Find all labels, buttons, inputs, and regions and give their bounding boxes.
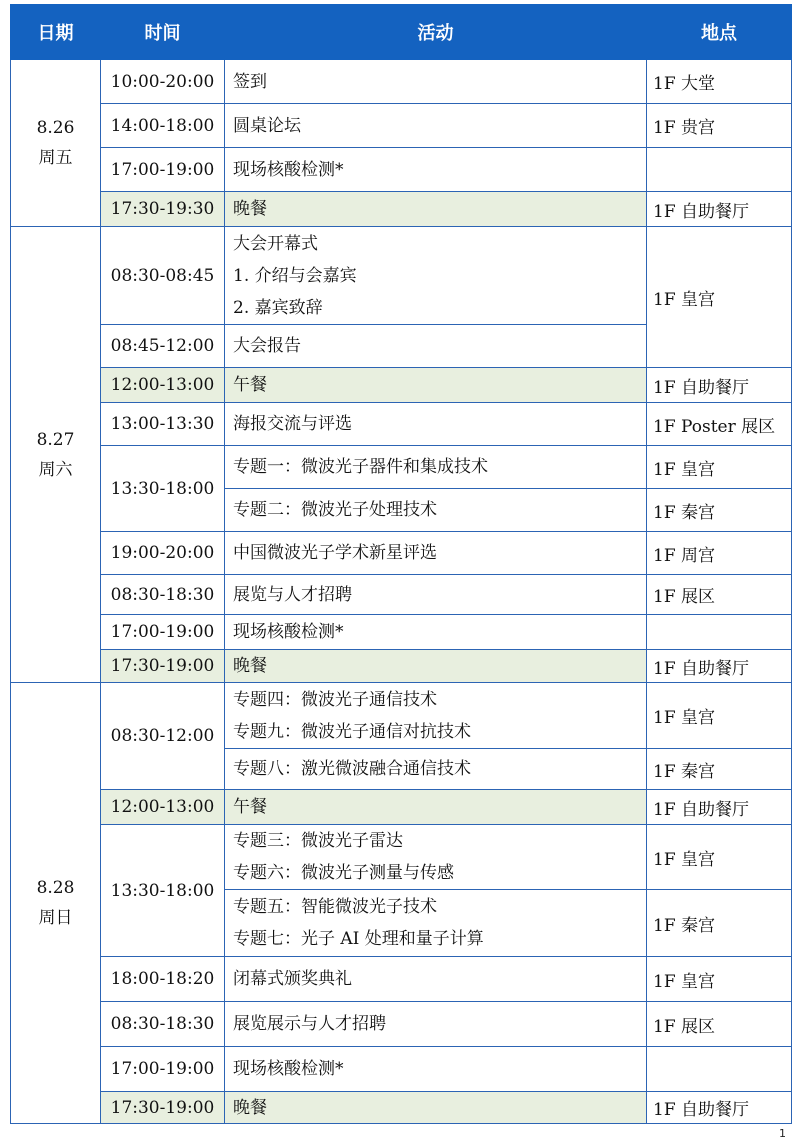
location-cell: 1F 自助餐厅	[647, 650, 792, 683]
location-cell: 1F 自助餐厅	[647, 192, 792, 227]
activity-line: 晚餐	[233, 199, 267, 219]
weekday-label: 周六	[38, 459, 73, 480]
table-row	[11, 227, 792, 325]
location-cell: 1F 皇宫	[647, 446, 792, 489]
activity-line: 展览与人才招聘	[233, 584, 352, 605]
location-cell: 1F 皇宫	[647, 957, 792, 1002]
time-cell: 17:30-19:30	[101, 192, 225, 227]
activity-cell	[225, 192, 647, 227]
table-row-meal	[11, 192, 792, 227]
table-row-meal	[11, 790, 792, 825]
activity-cell	[225, 227, 647, 325]
time-cell: 17:00-19:00	[101, 148, 225, 192]
date-label: 8.28	[36, 878, 75, 898]
time-cell: 08:30-12:00	[101, 683, 225, 790]
activity-line: 专题七：光子 AI 处理和量子计算	[233, 929, 484, 949]
activity-line: 海报交流与评选	[233, 414, 352, 434]
page-number: 1	[779, 1127, 786, 1140]
header-time: 时间	[101, 5, 225, 60]
location-cell: 1F 自助餐厅	[647, 1092, 792, 1124]
location-cell: 1F 展区	[647, 1002, 792, 1047]
activity-cell	[225, 650, 647, 683]
activity-cell	[225, 615, 647, 650]
location-cell	[647, 148, 792, 192]
header-date: 日期	[11, 5, 101, 60]
location-cell: 1F 秦宫	[647, 489, 792, 532]
activity-line: 午餐	[233, 375, 267, 395]
activity-cell	[225, 60, 647, 104]
time-cell: 13:30-18:00	[101, 825, 225, 957]
time-cell: 17:00-19:00	[101, 1047, 225, 1092]
activity-cell	[225, 1092, 647, 1124]
date-label: 8.27	[36, 429, 75, 450]
activity-cell	[225, 749, 647, 790]
weekday-label: 周五	[38, 148, 73, 168]
location-cell: 1F 皇宫	[647, 683, 792, 749]
table-row	[11, 60, 792, 104]
activity-cell	[225, 890, 647, 957]
activity-cell	[225, 489, 647, 532]
activity-cell	[225, 368, 647, 403]
date-cell	[11, 227, 101, 683]
time-cell: 12:00-13:00	[101, 790, 225, 825]
activity-line: 专题八：激光微波融合通信技术	[233, 759, 471, 779]
activity-cell	[225, 575, 647, 615]
activity-cell	[225, 1002, 647, 1047]
activity-line: 专题一：微波光子器件和集成技术	[233, 457, 488, 477]
activity-cell	[225, 683, 647, 749]
header-location: 地点	[647, 5, 792, 60]
activity-cell	[225, 446, 647, 489]
table-row	[11, 615, 792, 650]
location-cell	[647, 615, 792, 650]
location-cell	[647, 1047, 792, 1092]
time-cell: 17:30-19:00	[101, 650, 225, 683]
location-cell: 1F 皇宫	[647, 825, 792, 890]
location-cell: 1F 展区	[647, 575, 792, 615]
activity-line: 签到	[233, 71, 267, 92]
time-cell: 18:00-18:20	[101, 957, 225, 1002]
activity-line: 专题九：微波光子通信对抗技术	[233, 721, 471, 742]
activity-line: 圆桌论坛	[233, 115, 301, 136]
time-cell: 14:00-18:00	[101, 104, 225, 148]
table-row	[11, 1047, 792, 1092]
schedule-table	[10, 4, 792, 1124]
activity-line: 闭幕式颁奖典礼	[233, 969, 352, 989]
date-cell	[11, 60, 101, 227]
table-row-meal	[11, 650, 792, 683]
table-row	[11, 957, 792, 1002]
activity-line: 专题六：微波光子测量与传感	[233, 863, 454, 883]
activity-line: 专题三：微波光子雷达	[233, 831, 403, 851]
activity-line: 专题五：智能微波光子技术	[233, 897, 437, 917]
activity-cell	[225, 403, 647, 446]
activity-line: 现场核酸检测*	[233, 159, 344, 180]
table-row-meal	[11, 1092, 792, 1124]
time-cell: 17:00-19:00	[101, 615, 225, 650]
location-cell: 1F 秦宫	[647, 890, 792, 957]
location-cell: 1F 秦宫	[647, 749, 792, 790]
location-cell: 1F 大堂	[647, 60, 792, 104]
location-cell: 1F 贵宫	[647, 104, 792, 148]
activity-cell	[225, 104, 647, 148]
table-row-meal	[11, 368, 792, 403]
activity-line: 专题二：微波光子处理技术	[233, 500, 437, 520]
activity-cell	[225, 532, 647, 575]
activity-cell	[225, 957, 647, 1002]
location-cell: 1F 皇宫	[647, 227, 792, 368]
date-cell	[11, 683, 101, 1124]
activity-cell	[225, 790, 647, 825]
time-cell: 12:00-13:00	[101, 368, 225, 403]
activity-line: 展览展示与人才招聘	[233, 1014, 386, 1034]
activity-line: 晚餐	[233, 1097, 267, 1118]
activity-line: 午餐	[233, 797, 267, 817]
time-cell: 13:30-18:00	[101, 446, 225, 532]
activity-line: 专题四：微波光子通信技术	[233, 689, 437, 710]
header-row	[11, 5, 792, 60]
time-cell: 08:30-18:30	[101, 575, 225, 615]
activity-line: 中国微波光子学术新星评选	[233, 543, 437, 563]
table-row	[11, 825, 792, 890]
date-label: 8.26	[36, 118, 75, 138]
time-cell: 08:30-18:30	[101, 1002, 225, 1047]
weekday-label: 周日	[38, 908, 73, 928]
time-cell: 08:45-12:00	[101, 325, 225, 368]
table-row	[11, 148, 792, 192]
activity-line: 现场核酸检测*	[233, 1059, 344, 1079]
time-cell: 13:00-13:30	[101, 403, 225, 446]
table-row	[11, 575, 792, 615]
table-row	[11, 683, 792, 749]
location-cell: 1F 自助餐厅	[647, 790, 792, 825]
activity-line: 晚餐	[233, 656, 267, 676]
table-row	[11, 1002, 792, 1047]
time-cell: 17:30-19:00	[101, 1092, 225, 1124]
activity-line: 2. 嘉宾致辞	[233, 297, 323, 318]
activity-line: 1. 介绍与会嘉宾	[233, 265, 357, 286]
activity-cell	[225, 1047, 647, 1092]
activity-line: 大会报告	[233, 336, 301, 356]
table-row	[11, 104, 792, 148]
time-cell: 08:30-08:45	[101, 227, 225, 325]
activity-cell	[225, 825, 647, 890]
table-row	[11, 532, 792, 575]
activity-cell	[225, 148, 647, 192]
time-cell: 19:00-20:00	[101, 532, 225, 575]
activity-line: 大会开幕式	[233, 233, 318, 254]
activity-cell	[225, 325, 647, 368]
table-row	[11, 403, 792, 446]
time-cell: 10:00-20:00	[101, 60, 225, 104]
header-activity: 活动	[225, 5, 647, 60]
table-row	[11, 446, 792, 489]
location-cell: 1F 周宫	[647, 532, 792, 575]
activity-line: 现场核酸检测*	[233, 622, 344, 642]
location-cell: 1F Poster 展区	[647, 403, 792, 446]
location-cell: 1F 自助餐厅	[647, 368, 792, 403]
